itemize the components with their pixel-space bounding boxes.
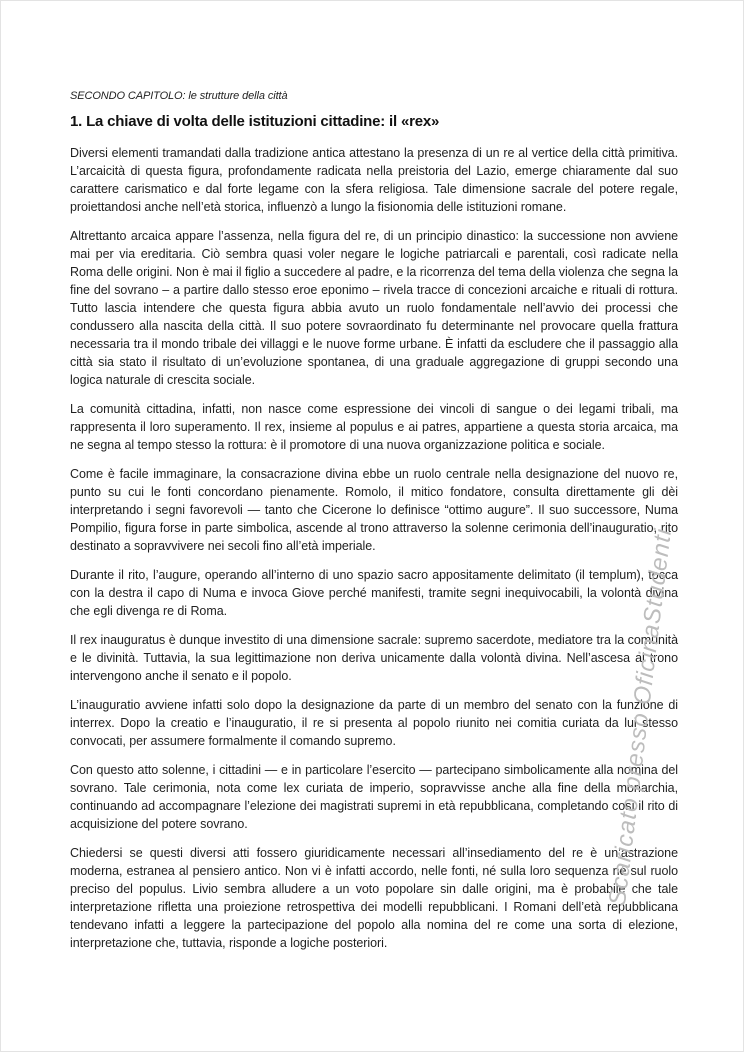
- section-heading: 1. La chiave di volta delle istituzioni cittadine: il «rex»: [70, 113, 440, 130]
- paragraph: Con questo atto solenne, i cittadini — e in particolare l’esercito — partecipano simbolicamente alla nomina del sovrano. Tale cerimonia, nota come lex curiata de imperio, sopravvisse anche alla fine della monarchia, continuando ad accompagnare l’elezione dei magistrati supremi in età repubblicana, completando così il rito di acquisizione del potere sovrano.: [70, 763, 678, 831]
- chapter-header: SECONDO CAPITOLO: le strutture della città: [70, 90, 288, 102]
- paragraph: L’inauguratio avviene infatti solo dopo la designazione da parte di un membro del senato con la funzione di interrex. Dopo la creatio e l’inauguratio, il re si presenta al popolo riunito nei comitia curiata da lui stesso convocati, per assumere formalmente il comando supremo.: [70, 698, 678, 748]
- paragraph: Altrettanto arcaica appare l’assenza, nella figura del re, di un principio dinastico: la successione non avviene mai per via ereditaria. Ciò sembra quasi voler negare le logiche patriarcali e parentali, così radicate nella Roma delle origini. Non è mai il figlio a succedere al padre, e la ricorrenza del tema della violenza che segna la fine del sovrano – a partire dallo stesso eroe eponimo – rivela tracce di concezioni arcaiche e rituali di rottura. Tutto lascia intendere che questa figura abbia avuto un ruolo fondamentale nell’avvio dei processi che condussero alla nascita della città. Il suo potere sovraordinato fu determinante nel provocare quella frattura necessaria tra il mondo tribale dei villaggi e le nuove forme urbane. È infatti da escludere che il passaggio alla città sia stato il risultato di un’evoluzione spontanea, di una graduale aggregazione di gruppi secondo una logica naturale di crescita sociale.: [70, 229, 678, 387]
- page-content: [70, 90, 678, 963]
- paragraph: Diversi elementi tramandati dalla tradizione antica attestano la presenza di un re al vertice della città primitiva. L’arcaicità di questa figura, profondamente radicata nella preistoria del Lazio, emerge chiaramente dal suo carattere carismatico e dal forte legame con la sfera religiosa. Tale dimensione sacrale del potere regale, proiettandosi anche nell’età storica, influenzò a lungo la fisionomia delle istituzioni romane.: [70, 146, 678, 214]
- paragraph: Come è facile immaginare, la consacrazione divina ebbe un ruolo centrale nella designazione del nuovo re, punto su cui le fonti concordano pienamente. Romolo, il mitico fondatore, consulta direttamente gli dèi interpretando i segni favorevoli — tanto che Cicerone lo definisce “ottimo augure”. Il suo successore, Numa Pompilio, figura forse in parte simbolica, ascende al trono attraverso la solenne cerimonia dell’inauguratio, rito destinato a sopravvivere nei secoli fino all’età imperiale.: [70, 467, 678, 553]
- paragraph: Chiedersi se questi diversi atti fossero giuridicamente necessari all’insediamento del re è un’astrazione moderna, estranea al pensiero antico. Non vi è infatti accordo, nelle fonti, né sulla loro sequenza né sul ruolo preciso del populus. Livio sembra alludere a un voto popolare sin dalle origini, ma è probabile che tale interpretazione rifletta una proiezione retrospettiva dei modelli repubblicani. I Romani dell’età repubblicana tendevano infatti a leggere la partecipazione del popolo alla nomina del re come una sorta di elezione, interpretazione che, tuttavia, risponde a logiche posteriori.: [70, 846, 678, 950]
- diagonal-watermark: Scaricato presso OficinaStudenti: [603, 526, 678, 908]
- paragraph: Il rex inauguratus è dunque investito di una dimensione sacrale: supremo sacerdote, mediatore tra la comunità e le divinità. Tuttavia, la sua legittimazione non deriva unicamente dalla volontà divina. Nell’ascesa al trono intervengono anche il senato e il popolo.: [70, 633, 678, 683]
- paragraph: La comunità cittadina, infatti, non nasce come espressione dei vincoli di sangue o dei legami tribali, ma rappresenta il loro superamento. Il rex, insieme al populus e ai patres, appartiene a questa storia arcaica, ma ne segna al tempo stesso la rottura: è il promotore di una nuova organizzazione politica e sociale.: [70, 402, 678, 452]
- paragraph: Durante il rito, l’augure, operando all’interno di uno spazio sacro appositamente delimitato (il templum), tocca con la destra il capo di Numa e invoca Giove perché manifesti, tramite segni inequivocabili, la volontà divina che egli divenga re di Roma.: [70, 568, 678, 618]
